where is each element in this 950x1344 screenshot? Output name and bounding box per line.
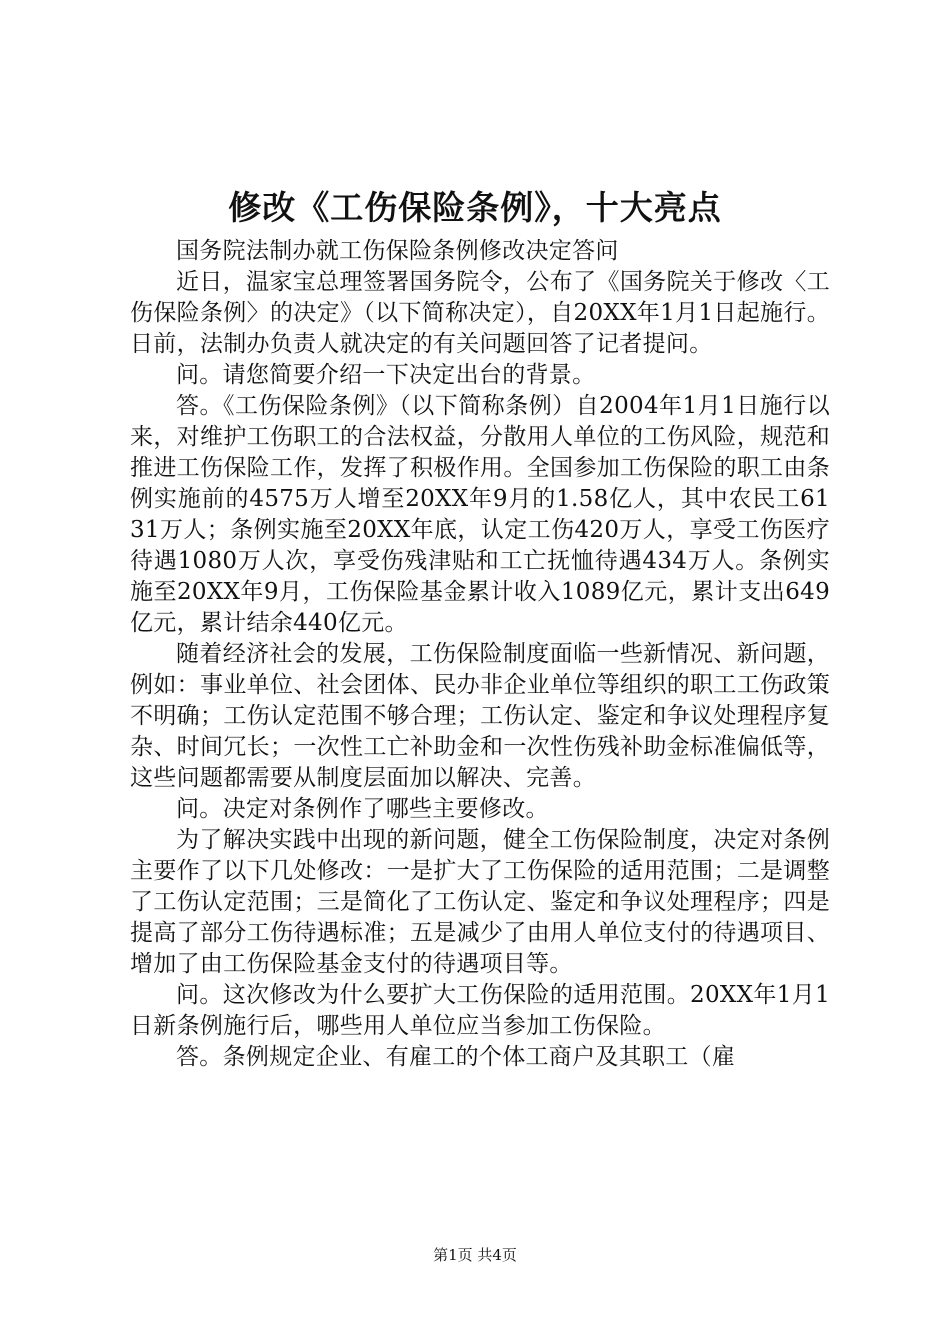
paragraph-question: 问。请您简要介绍一下决定出台的背景。 (176, 362, 596, 388)
paragraph-question: 问。决定对条例作了哪些主要修改。 (176, 796, 549, 822)
paragraph-question: 问。这次修改为什么要扩大工伤保险的适用范围。20XX年1月1日新条例施行后，哪些用人单位应当参加工伤保险。 (130, 982, 830, 1039)
paragraph: 近日，温家宝总理签署国务院令，公布了《国务院关于修改〈工伤保险条例〉的决定》（以下简称决定），自20XX年1月1日起施行。日前，法制办负责人就决定的有关问题回答了记者提问。 (130, 269, 830, 357)
paragraph-answer: 答。《工伤保险条例》（以下简称条例）自2004年1月1日施行以来，对维护工伤职工的合法权益，分散用人单位的工伤风险，规范和推进工伤保险工作，发挥了积极作用。全国参加工伤保险的职工由条例实施前的4575万人增至20XX年9月的1.58亿人，其中农民工6131万人；条例实施至20XX年底，认定工伤420万人，享受工伤医疗待遇1080万人次，享受伤残津贴和工亡抚恤待遇434万人。条例实施至20XX年9月，工伤保险基金累计收入1089亿元，累计支出649亿元，累计结余440亿元。 (130, 393, 830, 636)
document-title: 修改《工伤保险条例》，十大亮点 (228, 188, 722, 227)
paragraph-answer: 答。条例规定企业、有雇工的个体工商户及其职工（雇 (176, 1044, 736, 1070)
document-body (130, 236, 830, 1073)
paragraph: 随着经济社会的发展，工伤保险制度面临一些新情况、新问题，例如：事业单位、社会团体、民办非企业单位等组织的职工工伤政策不明确；工伤认定范围不够合理；工伤认定、鉴定和争议处理程序复杂、时间冗长；一次性工亡补助金和一次性伤残补助金标准偏低等，这些问题都需要从制度层面加以解决、完善。 (130, 641, 830, 791)
paragraph-subtitle: 国务院法制办就工伤保险条例修改决定答问 (176, 238, 619, 264)
paragraph: 为了解决实践中出现的新问题，健全工伤保险制度，决定对条例主要作了以下几处修改：一是扩大了工伤保险的适用范围；二是调整了工伤认定范围；三是简化了工伤认定、鉴定和争议处理程序；四是提高了部分工伤待遇标准；五是减少了由用人单位支付的待遇项目、增加了由工伤保险基金支付的待遇项目等。 (130, 827, 830, 977)
page-number-footer: 第1页 共4页 (433, 1246, 517, 1264)
